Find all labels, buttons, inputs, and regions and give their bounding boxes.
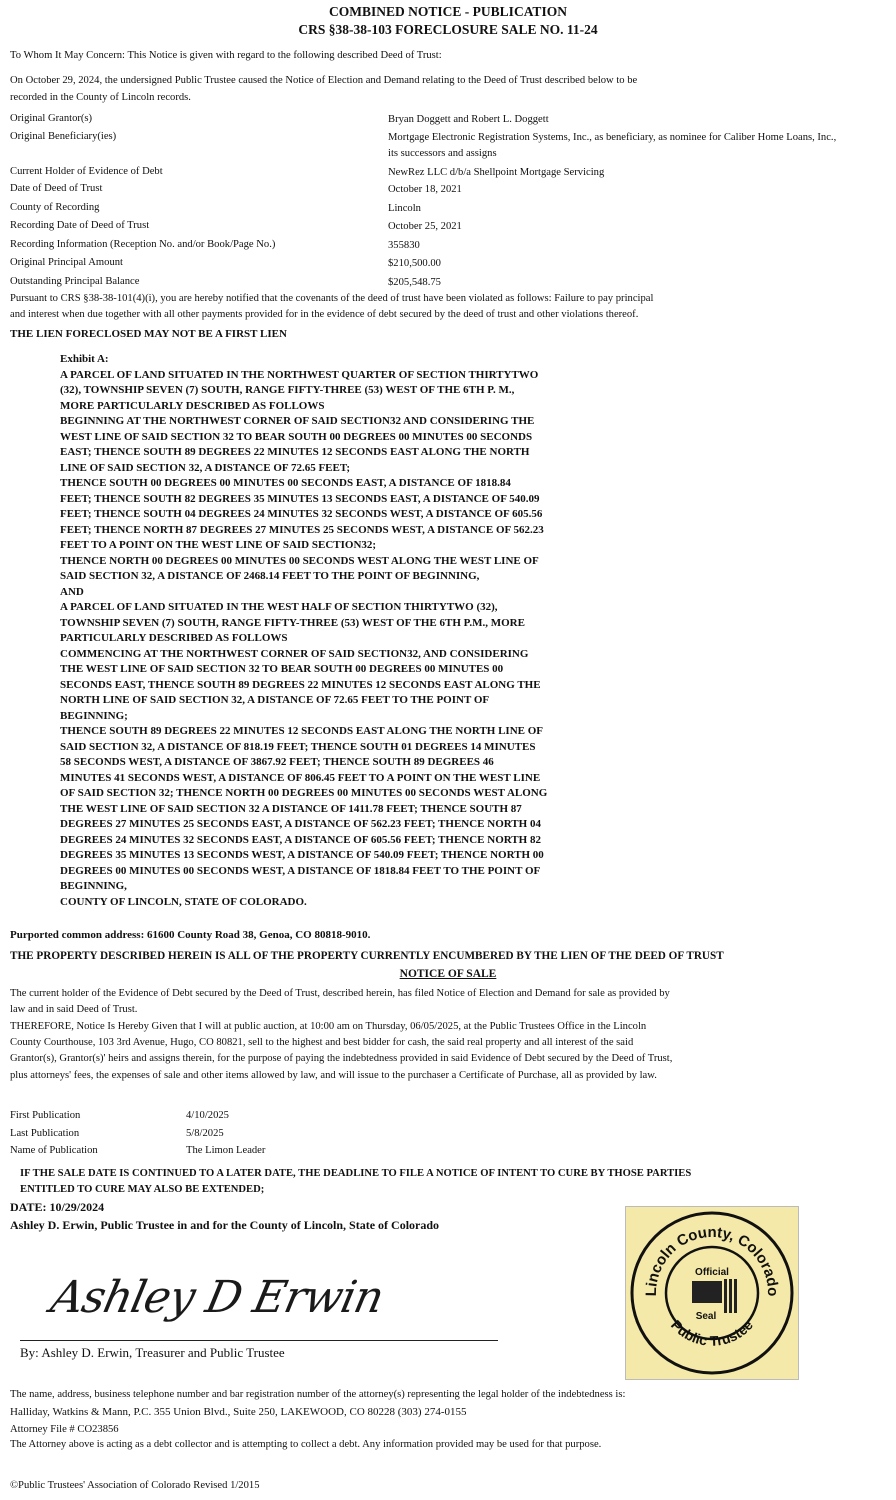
legal-line: BEGINNING AT THE NORTHWEST CORNER OF SAID SECTION32 AND CONSIDERING THE (60, 415, 535, 427)
legal-line: DEGREES 24 MINUTES 32 SECONDS EAST, A DISTANCE OF 605.56 FEET; THENCE NORTH 82 (60, 833, 541, 846)
legal-line: SAID SECTION 32, A DISTANCE OF 2468.14 FEET TO THE POINT OF BEGINNING, (60, 570, 480, 582)
publication-value: 5/8/2025 (186, 1128, 224, 1139)
official-seal (625, 1206, 799, 1380)
sale-paragraph-2-line-1: THEREFORE, Notice Is Hereby Given that I will at public auction, at 10:00 am on Thursday, 06/05/2025, at the Public Trustees Office in the Lincoln (10, 1021, 647, 1032)
attorney-firm: Halliday, Watkins & Mann, P.C. 355 Union Blvd., Suite 250, LAKEWOOD, CO 80228 (303) 274-0155 (10, 1406, 467, 1418)
footer-copyright: ©Public Trustees' Association of Colorado Revised 1/2015 (10, 1480, 260, 1491)
legal-line: DEGREES 35 MINUTES 13 SECONDS WEST, A DISTANCE OF 540.09 FEET; THENCE NORTH 00 (60, 849, 544, 861)
publication-label: Name of Publication (10, 1145, 98, 1156)
signature-line (20, 1340, 498, 1341)
sale-paragraph-1-line-1: The current holder of the Evidence of Debt secured by the Deed of Trust, described herein, has filed Notice of Election and Demand for sale as provided by (10, 988, 670, 999)
publication-label: First Publication (10, 1110, 81, 1121)
legal-line: NORTH LINE OF SAID SECTION 32, A DISTANCE OF 72.65 FEET TO THE POINT OF (60, 694, 490, 706)
exhibit-heading: Exhibit A: (60, 353, 109, 365)
intro-recording-line-2: recorded in the County of Lincoln records. (10, 92, 191, 103)
notice-date: DATE: 10/29/2024 (10, 1200, 105, 1214)
legal-line: THENCE SOUTH 00 DEGREES 00 MINUTES 00 SECONDS EAST, A DISTANCE OF 1818.84 (60, 477, 511, 489)
legal-line: SECONDS EAST, THENCE SOUTH 89 DEGREES 22 MINUTES 12 SECONDS EAST ALONG THE (60, 678, 541, 691)
legal-line: EAST; THENCE SOUTH 89 DEGREES 22 MINUTES 12 SECONDS EAST ALONG THE NORTH (60, 446, 530, 458)
notice-of-sale-heading: NOTICE OF SALE (399, 968, 497, 980)
legal-line: THE WEST LINE OF SAID SECTION 32 A DISTANCE OF 1411.78 FEET; THENCE SOUTH 87 (60, 802, 522, 815)
sale-number-title: CRS §38-38-103 FORECLOSURE SALE NO. 11-24 (298, 22, 598, 37)
detail-label: Original Principal Amount (10, 257, 123, 268)
publication-label: Last Publication (10, 1128, 80, 1139)
attorney-intro: The name, address, business telephone number and bar registration number of the attorney(s) representing the legal holder of the indebtedness is: (10, 1389, 626, 1400)
legal-line: FEET TO A POINT ON THE WEST LINE OF SAID SECTION32; (60, 539, 377, 551)
legal-line: BEGINNING, (60, 880, 127, 892)
purported-address: Purported common address: 61600 County Road 38, Genoa, CO 80818-9010. (10, 929, 371, 941)
detail-label: Outstanding Principal Balance (10, 276, 140, 287)
sale-paragraph-2-line-2: County Courthouse, 103 3rd Avenue, Hugo, CO 80821, sell to the highest and best bidder for cash, the said real property and all interest of the said (10, 1037, 634, 1048)
legal-line: FEET; THENCE SOUTH 04 DEGREES 24 MINUTES 32 SECONDS WEST, A DISTANCE OF 605.56 (60, 508, 543, 520)
legal-line: A PARCEL OF LAND SITUATED IN THE WEST HALF OF SECTION THIRTYTWO (32), (60, 601, 498, 613)
handwritten-signature: Ashley D Erwin (46, 1272, 388, 1323)
detail-label: Original Beneficiary(ies) (10, 131, 117, 142)
legal-line: OF SAID SECTION 32; THENCE NORTH 00 DEGREES 00 MINUTES 00 SECONDS WEST ALONG (60, 787, 548, 799)
legal-line: PARTICULARLY DESCRIBED AS FOLLOWS (60, 632, 288, 644)
detail-label: Date of Deed of Trust (10, 183, 103, 194)
legal-line: LINE OF SAID SECTION 32, A DISTANCE OF 72.65 FEET; (60, 461, 351, 474)
sale-paragraph-2-line-3: Grantor(s), Grantor(s)' heirs and assigns therein, for the purpose of paying the indebtedness provided in said Evidence of Debt secured by the Deed of Trust, (10, 1053, 673, 1064)
legal-line: THENCE SOUTH 89 DEGREES 22 MINUTES 12 SECONDS EAST ALONG THE NORTH LINE OF (60, 725, 544, 737)
detail-label: Current Holder of Evidence of Debt (10, 166, 163, 177)
signed-by-line: By: Ashley D. Erwin, Treasurer and Public Trustee (20, 1345, 285, 1360)
legal-line: 58 SECONDS WEST, A DISTANCE OF 3867.92 FEET; THENCE SOUTH 89 DEGREES 46 (60, 756, 494, 768)
detail-value: October 18, 2021 (388, 184, 462, 195)
detail-value: Bryan Doggett and Robert L. Doggett (388, 114, 549, 125)
publication-value: 4/10/2025 (186, 1110, 229, 1121)
property-statement: THE PROPERTY DESCRIBED HEREIN IS ALL OF THE PROPERTY CURRENTLY ENCUMBERED BY THE LIEN OF THE DEED OF TRUST (10, 950, 724, 962)
detail-value: Lincoln (388, 203, 421, 214)
legal-line: MINUTES 41 SECONDS WEST, A DISTANCE OF 806.45 FEET TO A POINT ON THE WEST LINE (60, 771, 541, 784)
violation-line-1: Pursuant to CRS §38-38-101(4)(i), you are hereby notified that the covenants of the deed of trust have been violated as follows: Failure to pay principal (10, 293, 654, 304)
legal-line: FEET; THENCE SOUTH 82 DEGREES 35 MINUTES 13 SECONDS EAST, A DISTANCE OF 540.09 (60, 492, 540, 505)
attorney-file-number: Attorney File # CO23856 (10, 1424, 119, 1435)
detail-label: Recording Date of Deed of Trust (10, 220, 150, 231)
detail-value: 355830 (388, 240, 420, 251)
publication-value: The Limon Leader (186, 1145, 266, 1156)
trustee-statement: Ashley D. Erwin, Public Trustee in and for the County of Lincoln, State of Colorado (10, 1218, 440, 1232)
legal-line: TOWNSHIP SEVEN (7) SOUTH, RANGE FIFTY-THREE (53) WEST OF THE 6TH P.M., MORE (60, 616, 525, 629)
lien-notice: THE LIEN FORECLOSED MAY NOT BE A FIRST LIEN (10, 328, 287, 340)
sale-paragraph-1-line-2: law and in said Deed of Trust. (10, 1004, 138, 1015)
legal-line: MORE PARTICULARLY DESCRIBED AS FOLLOWS (60, 399, 325, 412)
legal-line: COMMENCING AT THE NORTHWEST CORNER OF SAID SECTION32, AND CONSIDERING (60, 647, 529, 660)
detail-label: Recording Information (Reception No. and/or Book/Page No.) (10, 239, 276, 250)
detail-label: County of Recording (10, 202, 100, 213)
detail-value: $210,500.00 (388, 258, 441, 269)
legal-line: AND (60, 585, 84, 598)
detail-value: $205,548.75 (388, 277, 441, 288)
detail-value: October 25, 2021 (388, 221, 462, 232)
legal-line: THENCE NORTH 00 DEGREES 00 MINUTES 00 SECONDS WEST ALONG THE WEST LINE OF (60, 554, 539, 567)
legal-line: SAID SECTION 32, A DISTANCE OF 818.19 FEET; THENCE SOUTH 01 DEGREES 14 MINUTES (60, 740, 536, 753)
legal-line: COUNTY OF LINCOLN, STATE OF COLORADO. (60, 895, 307, 908)
legal-line: THE WEST LINE OF SAID SECTION 32 TO BEAR SOUTH 00 DEGREES 00 MINUTES 00 (60, 663, 504, 675)
detail-value: NewRez LLC d/b/a Shellpoint Mortgage Servicing (388, 167, 605, 178)
debt-collector-notice: The Attorney above is acting as a debt collector and is attempting to collect a debt. Any information provided may be used for that purpose. (10, 1439, 602, 1450)
legal-line: FEET; THENCE NORTH 87 DEGREES 27 MINUTES 25 SECONDS WEST, A DISTANCE OF 562.23 (60, 523, 544, 536)
sale-paragraph-2-line-4: plus attorneys' fees, the expenses of sale and other items allowed by law, and will issue to the purchaser a Certificate of Purchase, all as provided by law. (10, 1070, 657, 1081)
legal-line: A PARCEL OF LAND SITUATED IN THE NORTHWEST QUARTER OF SECTION THIRTYTWO (60, 368, 539, 381)
detail-label: Original Grantor(s) (10, 113, 93, 124)
seal-official-text: Official (695, 1267, 729, 1278)
legal-line: DEGREES 00 MINUTES 00 SECONDS WEST, A DISTANCE OF 1818.84 FEET TO THE POINT OF (60, 864, 541, 877)
seal-emblem-icon (626, 1207, 798, 1379)
seal-bottom-text: Public Trustee (667, 1316, 757, 1349)
legal-line: WEST LINE OF SAID SECTION 32 TO BEAR SOUTH 00 DEGREES 00 MINUTES 00 SECONDS (60, 430, 533, 443)
seal-top-text: Lincoln County, Colorado (642, 1223, 782, 1297)
seal-seal-text: Seal (695, 1311, 717, 1322)
legal-description (60, 352, 650, 910)
cure-notice-line-1: IF THE SALE DATE IS CONTINUED TO A LATER DATE, THE DEADLINE TO FILE A NOTICE OF INTENT TO CURE BY THOSE PARTIES (20, 1168, 692, 1179)
legal-line: DEGREES 27 MINUTES 25 SECONDS EAST, A DISTANCE OF 562.23 FEET; THENCE NORTH 04 (60, 818, 541, 830)
cure-notice-line-2: ENTITLED TO CURE MAY ALSO BE EXTENDED; (20, 1184, 265, 1195)
intro-recording-line-1: On October 29, 2024, the undersigned Public Trustee caused the Notice of Election and Demand relating to the Deed of Trust described below to be (10, 75, 638, 86)
detail-value: Mortgage Electronic Registration Systems, Inc., as beneficiary, as nominee for Caliber Home Loans, Inc., its successors and assigns (388, 132, 837, 159)
notice-title: COMBINED NOTICE - PUBLICATION (329, 4, 567, 19)
violation-line-2: and interest when due together with all other payments provided for in the evidence of debt secured by the deed of trust and other violations thereof. (10, 309, 639, 320)
intro-line: To Whom It May Concern: This Notice is given with regard to the following described Deed of Trust: (10, 50, 442, 61)
legal-line: BEGINNING; (60, 709, 128, 722)
legal-line: (32), TOWNSHIP SEVEN (7) SOUTH, RANGE FIFTY-THREE (53) WEST OF THE 6TH P. M., (60, 384, 515, 396)
